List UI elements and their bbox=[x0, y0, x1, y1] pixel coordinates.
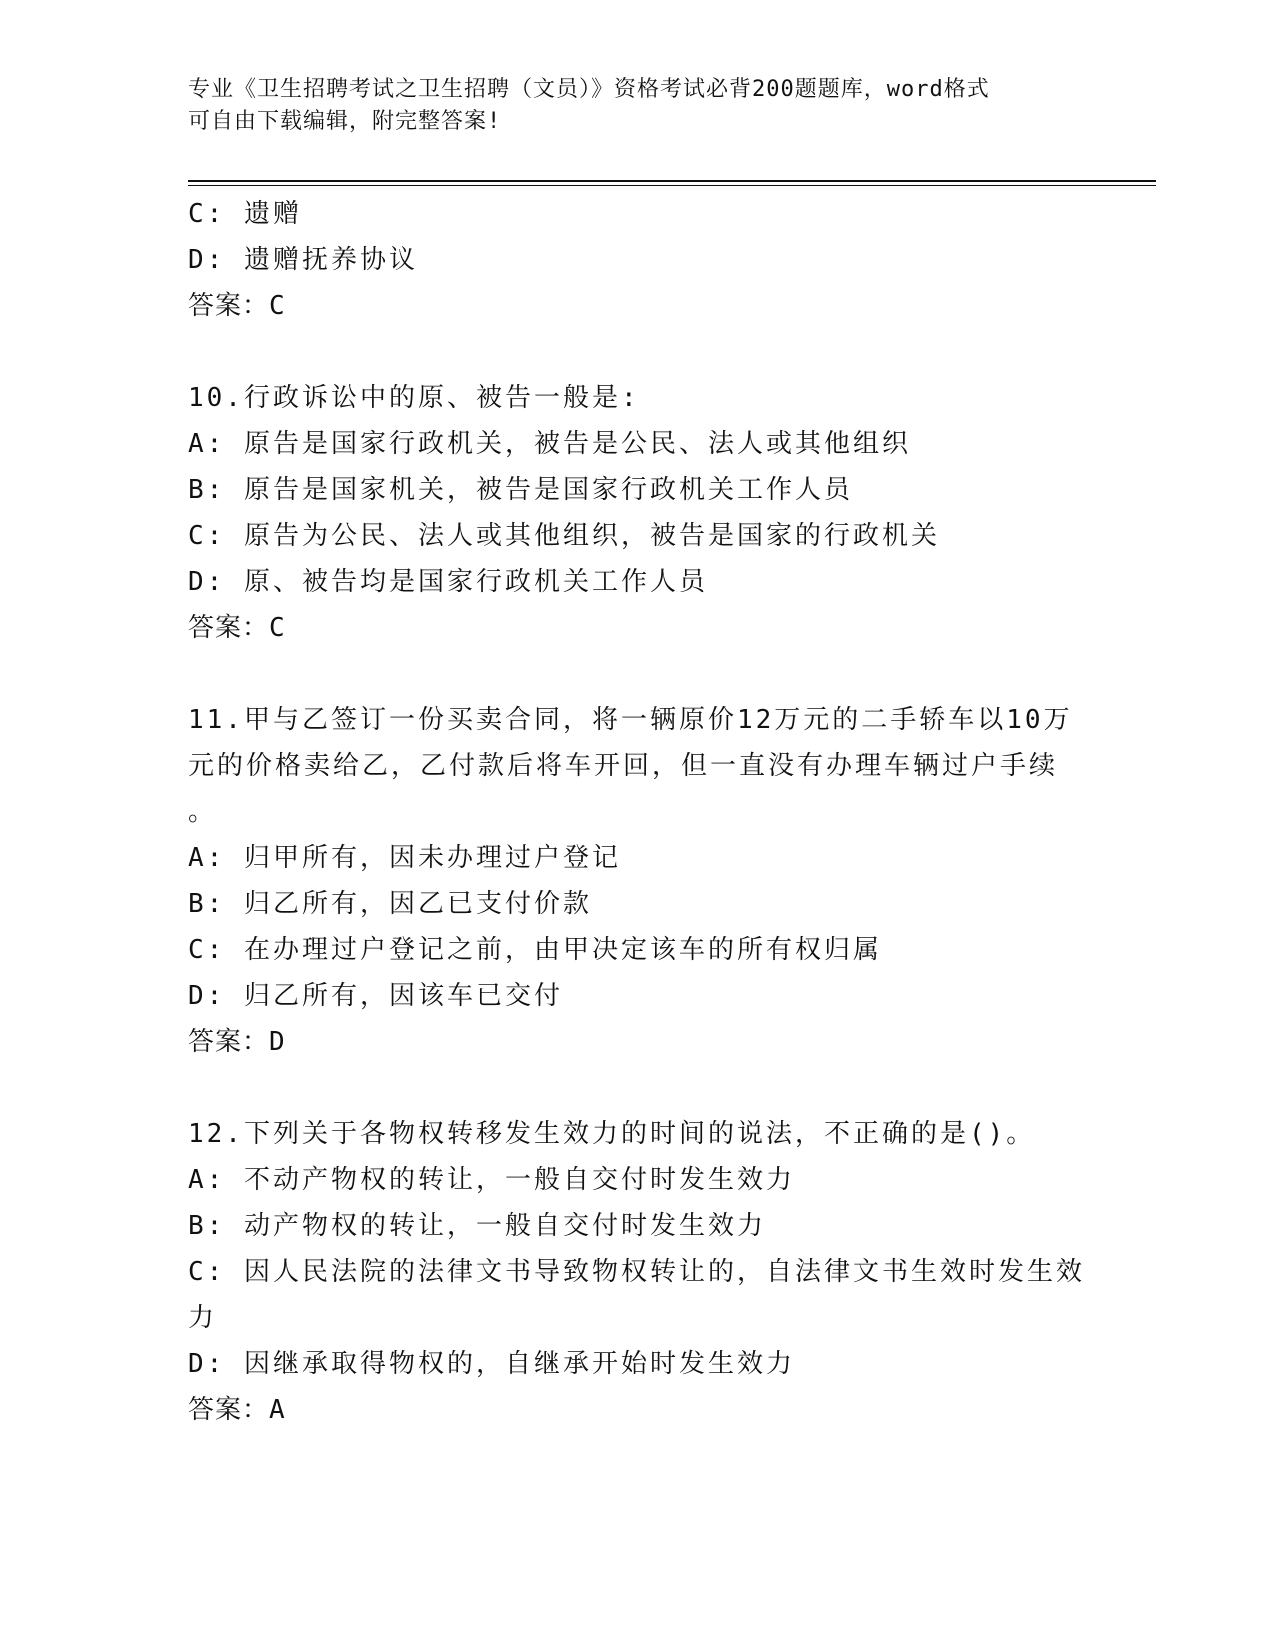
header-line-2: 可自由下载编辑，附完整答案! bbox=[188, 109, 502, 134]
answer-value: A bbox=[269, 1395, 286, 1425]
option-c: C: 遗赠 bbox=[188, 199, 302, 229]
option-b: B: 原告是国家机关，被告是国家行政机关工作人员 bbox=[188, 475, 853, 505]
answer-value: C bbox=[269, 613, 286, 643]
header-divider-thick bbox=[188, 180, 1156, 182]
question-11 bbox=[188, 697, 1088, 1065]
option-a: A: 原告是国家行政机关，被告是公民、法人或其他组织 bbox=[188, 429, 911, 459]
option-c-line-2: 力 bbox=[188, 1303, 218, 1333]
spacer bbox=[188, 329, 1088, 375]
answer-line bbox=[188, 1019, 1088, 1065]
answer-line bbox=[188, 1387, 1088, 1433]
answer-label: 答案： bbox=[188, 1027, 270, 1057]
spacer bbox=[188, 1065, 1088, 1111]
option-d: D: 遗赠抚养协议 bbox=[188, 245, 418, 275]
answer-value: C bbox=[269, 291, 286, 321]
answer-label: 答案： bbox=[188, 291, 270, 321]
option-d: D: 原、被告均是国家行政机关工作人员 bbox=[188, 567, 708, 597]
document-header bbox=[188, 74, 1088, 138]
answer-line bbox=[188, 283, 1088, 329]
question-stem-line-2: 元的价格卖给乙，乙付款后将车开回，但一直没有办理车辆过户手续 bbox=[188, 751, 1059, 781]
option-a: A: 不动产物权的转让，一般自交付时发生效力 bbox=[188, 1165, 795, 1195]
question-stem: 10.行政诉讼中的原、被告一般是: bbox=[188, 383, 640, 413]
answer-value: D bbox=[269, 1027, 286, 1057]
answer-line bbox=[188, 605, 1088, 651]
option-b: B: 归乙所有，因乙已支付价款 bbox=[188, 889, 592, 919]
question-9-tail bbox=[188, 191, 1088, 329]
question-stem-line-1: 11.甲与乙签订一份买卖合同，将一辆原价12万元的二手轿车以10万 bbox=[188, 705, 1073, 735]
option-c-line-1: C: 因人民法院的法律文书导致物权转让的，自法律文书生效时发生效 bbox=[188, 1257, 1085, 1287]
option-d: D: 归乙所有，因该车已交付 bbox=[188, 981, 563, 1011]
option-c: C: 原告为公民、法人或其他组织，被告是国家的行政机关 bbox=[188, 521, 940, 551]
option-a: A: 归甲所有，因未办理过户登记 bbox=[188, 843, 621, 873]
question-list bbox=[188, 191, 1088, 1433]
header-divider-thin bbox=[188, 185, 1156, 186]
question-12 bbox=[188, 1111, 1088, 1433]
question-stem: 12.下列关于各物权转移发生效力的时间的说法，不正确的是()。 bbox=[188, 1119, 1036, 1149]
answer-label: 答案： bbox=[188, 1395, 270, 1425]
question-stem-line-3: 。 bbox=[188, 797, 218, 827]
option-d: D: 因继承取得物权的，自继承开始时发生效力 bbox=[188, 1349, 795, 1379]
spacer bbox=[188, 651, 1088, 697]
header-line-1: 专业《卫生招聘考试之卫生招聘（文员）》资格考试必背200题题库，word格式 bbox=[188, 77, 990, 102]
question-10 bbox=[188, 375, 1088, 651]
answer-label: 答案： bbox=[188, 613, 270, 643]
option-b: B: 动产物权的转让，一般自交付时发生效力 bbox=[188, 1211, 766, 1241]
option-c: C: 在办理过户登记之前，由甲决定该车的所有权归属 bbox=[188, 935, 882, 965]
